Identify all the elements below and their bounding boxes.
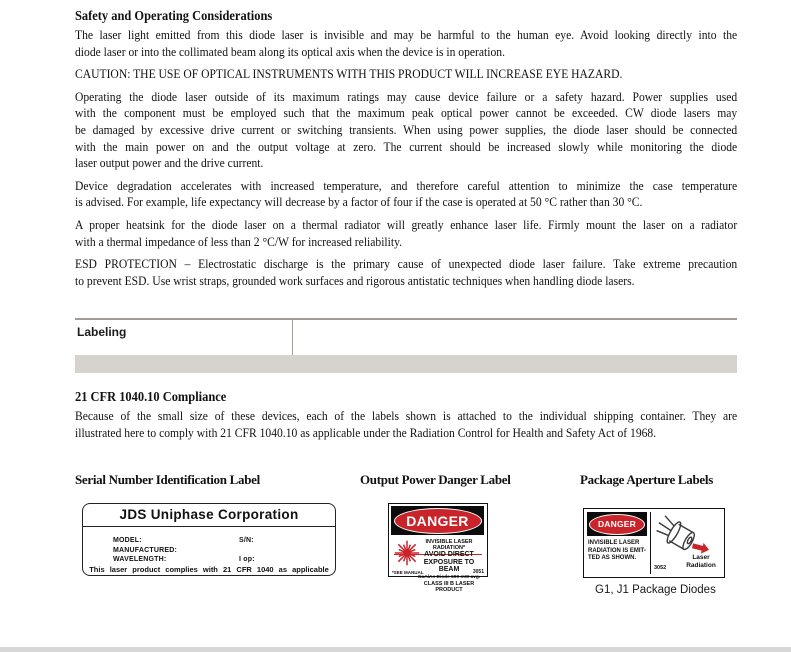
output-power-label-heading: Output Power Danger Label: [360, 472, 511, 487]
danger-warning-text: [414, 539, 484, 594]
package-warning-text: INVISIBLE LASER RADIATION IS EMIT- TED AS SHOWN.: [588, 540, 646, 561]
caution-statement: CAUTION: THE USE OF OPTICAL INSTRUMENTS WITH THIS PRODUCT WILL INCREASE EYE HAZARD.: [75, 67, 623, 82]
labeling-top-rule: [75, 318, 737, 320]
exposure-line: EXPOSURE TO BEAM: [423, 558, 475, 573]
jds-compliance-line: This laser product complies with 21 CFR 1040 as applicable: [89, 565, 329, 574]
iop-field-label: I op:: [239, 556, 255, 563]
danger-word: DANGER: [597, 519, 637, 529]
laser-class-line: CLASS III B LASER PRODUCT: [423, 580, 475, 593]
danger-banner: [391, 506, 484, 535]
model-field-label: MODEL:: [113, 537, 142, 544]
avoid-direct-line: AVOID DIRECT: [424, 551, 474, 558]
safety-paragraph-degradation: Device degradation accelerates with increased temperature, and therefore careful attention to minimize the case temperature is advised. For example, life expectancy will decrease by a factor of four if the case is operated at 50 °C rather than 30 °C.: [75, 178, 738, 210]
sn-field-label: S/N:: [239, 537, 254, 544]
safety-heading: Safety and Operating Considerations: [75, 8, 273, 23]
company-name: JDS Uniphase Corporation: [119, 507, 299, 522]
wavelength-field-label: WAVELENGTH:: [113, 556, 167, 563]
radiation-warning-line: INVISIBLE LASER RADIATION*: [425, 539, 473, 551]
danger-ellipse: [589, 514, 645, 535]
safety-paragraph-ratings: Operating the diode laser outside of its maximum ratings may cause device failure or a safety hazard. Power supplies used with the component must be employed such that the maximum peak optical power cannot be exceeded. CW diode lasers may be damaged by excessive drive current or switching transients. When using power supplies, the diode laser should be connected with the main power on and the output voltage at zero. The current should be increased slowly while monitoring the diode laser output power and the drive current.: [75, 89, 738, 171]
labeling-gray-bar: [75, 355, 737, 373]
compliance-paragraph: Because of the small size of these devices, each of the labels shown is attached to the individual shipping container. They are illustrated here to comply with 21 CFR 1040.10 as applicable under the Radiation Control for Health and Safety Act of 1968.: [75, 409, 738, 440]
safety-paragraph-eye: The laser light emitted from this diode laser is invisible and may be harmful to the human eye. Avoid looking directly into the diode laser or into the collimated beam along its optical axis when the device is in operation.: [75, 28, 738, 59]
safety-section: [75, 7, 737, 289]
compliance-section: [75, 388, 737, 441]
package-diodes-caption: G1, J1 Package Diodes: [595, 584, 716, 596]
danger-word: DANGER: [406, 512, 469, 529]
safety-paragraph-heatsink: A proper heatsink for the diode laser on a thermal radiator will greatly enhance laser life. Firmly mount the laser on a radiator with a thermal impedance of less than 2 °C/W for increased reliability.: [75, 217, 738, 249]
danger-banner: [587, 512, 647, 536]
title-underline: [83, 526, 335, 527]
serial-label-heading: Serial Number Identification Label: [75, 472, 260, 487]
diode-spec-line: GaAlAs Diode 500 mW avg.: [417, 574, 481, 580]
page-bottom-strip: [0, 647, 791, 652]
laser-radiation-label: Laser Radiation: [686, 554, 716, 569]
package-aperture-label-heading: Package Aperture Labels: [580, 472, 713, 487]
label-inner-divider: [650, 512, 651, 574]
compliance-heading: 21 CFR 1040.10 Compliance: [75, 389, 227, 404]
manufactured-field-label: MANUFACTURED:: [113, 546, 178, 554]
output-label-part-number: 3051: [472, 569, 484, 575]
safety-paragraph-esd: ESD PROTECTION – Electrostatic discharge is the primary cause of unexpected diode laser failure. Take extreme precaution to prevent ESD. Use wrist straps, grounded work surfaces and rigorous antistatic techniques when handling diode lasers.: [75, 257, 738, 288]
see-manual-note: *SEE MANUAL: [392, 570, 424, 575]
serial-number-label: [82, 503, 336, 576]
output-power-danger-label: [388, 503, 488, 593]
labeling-section-label: Labeling: [77, 325, 127, 339]
package-label-part-number: 3052: [654, 565, 667, 571]
package-aperture-label: [583, 508, 725, 578]
danger-ellipse: [394, 508, 482, 534]
